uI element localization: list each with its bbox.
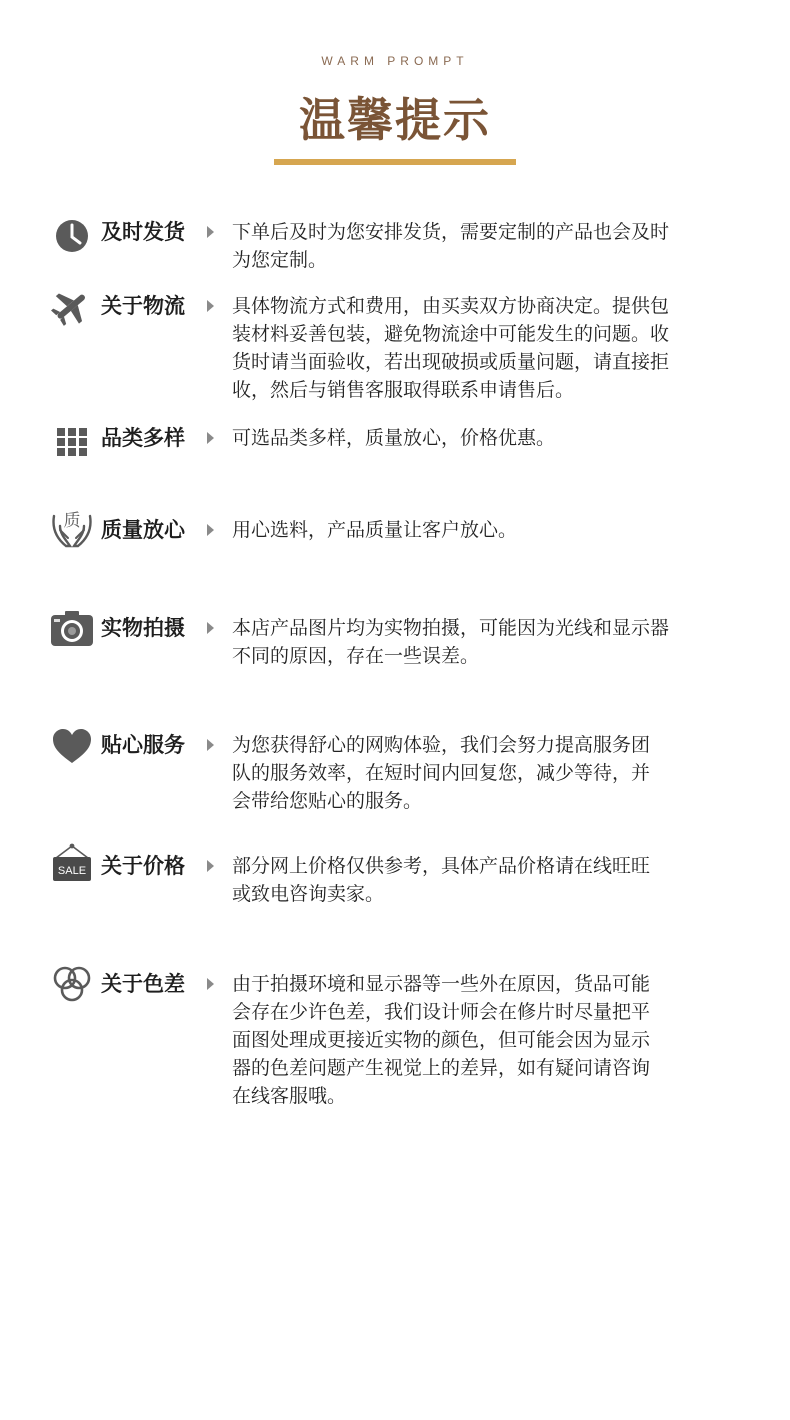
arrow-right-icon xyxy=(207,226,214,238)
tip-description: 用心选料，产品质量让客户放心。 xyxy=(232,519,518,541)
svg-text:质: 质 xyxy=(63,511,81,531)
tip-description: 由于拍摄环境和显示器等一些外在原因，货品可能 会存在少许色差，我们设计师会在修片时尽量把平 面图处理成更接近实物的颜色，但可能会因为显示 器的色差问题产生视觉上的差异，如有疑问请咨询 在线客服哦。 xyxy=(232,973,651,1107)
page-title: 温馨提示 xyxy=(299,93,491,147)
tip-label: 关于色差 xyxy=(101,972,185,996)
arrow-right-icon xyxy=(207,432,214,444)
tip-description: 本店产品图片均为实物拍摄，可能因为光线和显示器 不同的原因，存在一些误差。 xyxy=(232,617,670,667)
color-circles-icon xyxy=(50,964,94,1004)
camera-icon xyxy=(50,608,94,648)
grid-icon xyxy=(50,422,94,462)
tip-label: 质量放心 xyxy=(101,518,185,542)
tip-label: 关于价格 xyxy=(101,854,185,878)
tip-label: 品类多样 xyxy=(101,426,185,450)
tip-label: 及时发货 xyxy=(101,220,185,244)
tip-description: 部分网上价格仅供参考，具体产品价格请在线旺旺 或致电咨询卖家。 xyxy=(232,855,651,905)
airplane-icon xyxy=(50,286,94,326)
tip-label: 实物拍摄 xyxy=(101,616,185,640)
page-subtitle: WARM PROMPT xyxy=(321,54,469,68)
tip-description: 具体物流方式和费用，由买卖双方协商决定。提供包 装材料妥善包装，避免物流途中可能发生的问题。收 货时请当面验收，若出现破损或质量问题，请直接拒 收，然后与销售客服取得联系申请售后。 xyxy=(232,295,670,401)
tip-description: 为您获得舒心的网购体验，我们会努力提高服务团 队的服务效率，在短时间内回复您，减少等待，并 会带给您贴心的服务。 xyxy=(232,734,651,812)
tip-description: 可选品类多样，质量放心，价格优惠。 xyxy=(232,427,556,449)
arrow-right-icon xyxy=(207,300,214,312)
arrow-right-icon xyxy=(207,860,214,872)
title-underline xyxy=(274,159,516,165)
tip-label: 关于物流 xyxy=(101,294,185,318)
arrow-right-icon xyxy=(207,739,214,751)
tip-description: 下单后及时为您安排发货，需要定制的产品也会及时 为您定制。 xyxy=(232,221,670,271)
sale-sign-icon xyxy=(50,842,94,886)
header xyxy=(0,0,790,180)
clock-icon xyxy=(50,216,94,256)
arrow-right-icon xyxy=(207,978,214,990)
tip-label: 贴心服务 xyxy=(101,733,185,757)
arrow-right-icon xyxy=(207,524,214,536)
quality-hands-icon xyxy=(50,504,94,552)
svg-text:SALE: SALE xyxy=(57,865,87,877)
arrow-right-icon xyxy=(207,622,214,634)
heart-icon xyxy=(50,727,94,767)
